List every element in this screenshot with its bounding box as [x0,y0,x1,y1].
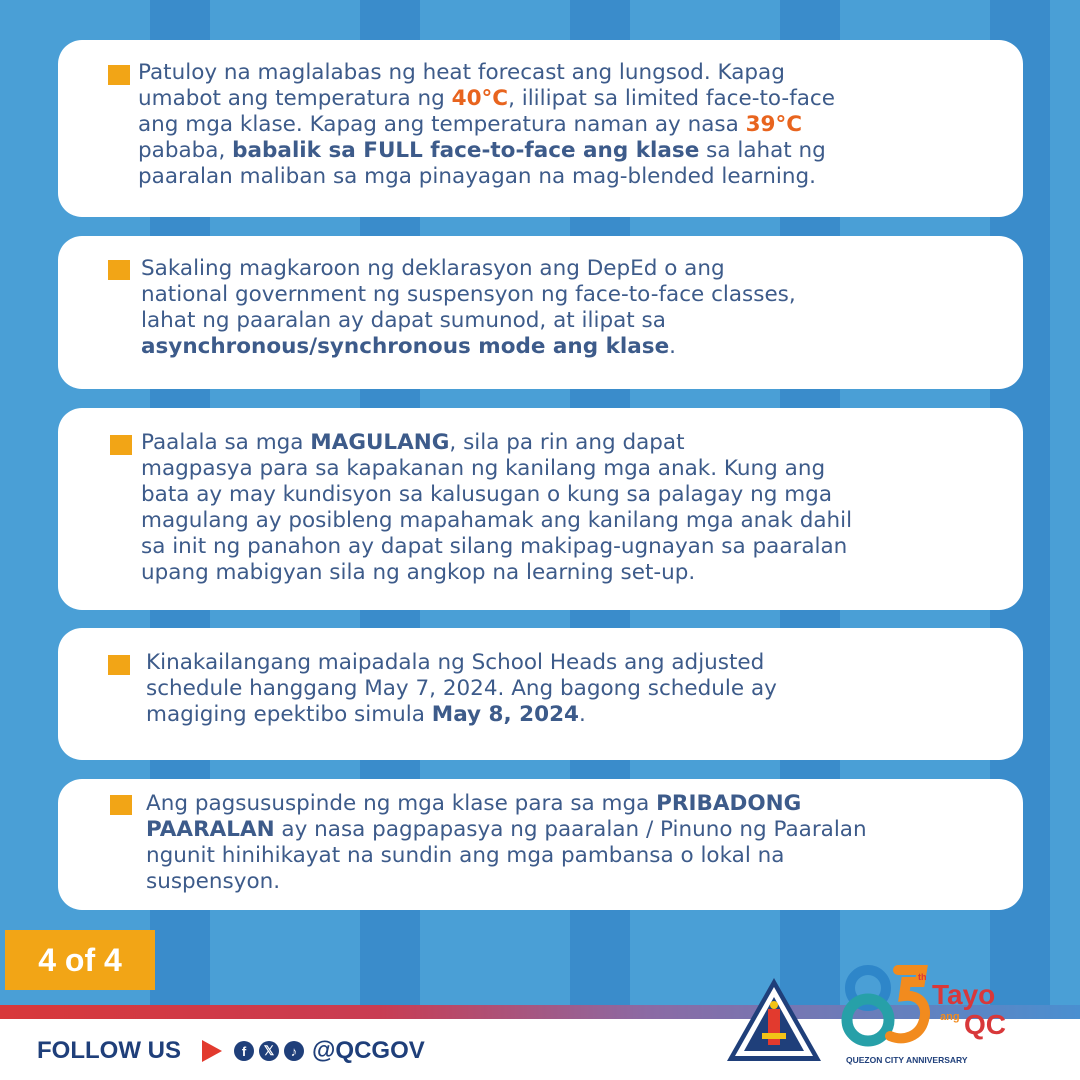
info-card-5 [58,779,1023,910]
bold-text: babalik sa FULL face-to-face ang klase [232,138,700,163]
text-line [138,164,835,190]
text-segment: national government ng suspensyon ng face-to-face classes, [141,282,796,307]
text-line [141,334,796,360]
text-segment: Ang pagsususpinde ng mga klase para sa mga [146,791,657,816]
text-segment: upang mabigyan sila ng angkop na learning set-up. [141,560,696,585]
text-line [138,138,835,164]
bullet-marker [108,260,130,280]
text-segment: pababa, [138,138,233,163]
text-segment: ay nasa pagpapasya ng paaralan / Pinuno ng Paaralan [274,817,867,842]
text-line [141,430,852,456]
page-indicator: 4 of 4 [5,930,155,990]
anniv-caption: QUEZON CITY ANNIVERSARY [846,1055,968,1065]
anniv-ordinal: th [918,972,927,982]
card-4-text [146,650,777,728]
quezon-city-seal-logo [724,975,824,1065]
info-card-3 [58,408,1023,610]
text-segment: , ililipat sa limited face-to-face [508,86,835,111]
text-line [146,650,777,676]
text-segment: umabot ang temperatura ng [138,86,452,111]
anniversary-logo [840,960,1020,1070]
text-segment: bata ay may kundisyon sa kalusugan o kung sa palagay ng mga [141,482,832,507]
bullet-marker [108,65,130,85]
text-segment: . [579,702,586,727]
text-segment: magiging epektibo simula [146,702,432,727]
text-line [146,676,777,702]
text-line [146,702,777,728]
bullet-marker [110,435,132,455]
text-line [141,456,852,482]
text-line [146,869,867,895]
bold-text: PAARALAN [146,817,275,842]
text-line [141,508,852,534]
social-handle[interactable]: @QCGOV [312,1037,425,1064]
text-line [141,308,796,334]
bullet-marker [110,795,132,815]
temperature-highlight: 40°C [451,86,509,111]
text-segment: ngunit hinihikayat na sundin ang mga pambansa o lokal na [146,843,785,868]
bullet-marker [108,655,130,675]
bold-text: May 8, 2024 [431,702,579,727]
bold-text: PRIBADONG [656,791,802,816]
text-segment: magulang ay posibleng mapahamak ang kanilang mga anak dahil [141,508,853,533]
anniv-tagline-1: Tayo [932,979,996,1010]
text-segment: Sakaling magkaroon ng deklarasyon ang DepEd o ang [141,256,725,281]
text-line [138,86,835,112]
text-segment: suspensyon. [146,869,281,894]
text-segment: . [669,334,677,359]
text-line [141,256,796,282]
text-line [138,112,835,138]
text-segment: sa lahat ng [699,138,826,163]
card-3-text [141,430,852,586]
text-line [141,534,852,560]
text-line [141,560,852,586]
play-arrow-icon [202,1040,222,1062]
info-card-1 [58,40,1023,217]
card-5-text [146,791,867,895]
text-line [146,817,867,843]
text-segment: lahat ng paaralan ay dapat sumunod, at ilipat sa [141,308,666,333]
text-segment: , sila pa rin ang dapat [449,430,685,455]
tiktok-icon[interactable]: ♪ [284,1041,304,1061]
info-card-2 [58,236,1023,389]
text-segment: Kinakailangang maipadala ng School Heads ang adjusted [146,650,765,675]
info-card-4 [58,628,1023,760]
text-segment: magpasya para sa kapakanan ng kanilang mga anak. Kung ang [141,456,826,481]
bold-text: asynchronous/synchronous mode ang klase [141,334,670,359]
text-line [146,791,867,817]
anniv-tagline-2: QC [964,1009,1006,1040]
text-segment: Paalala sa mga [141,430,311,455]
temperature-highlight: 39°C [745,112,803,137]
text-line [141,282,796,308]
anniv-tagline-ang: ang [940,1011,960,1023]
text-line [141,482,852,508]
card-2-text [141,256,796,360]
text-segment: ang mga klase. Kapag ang temperatura naman ay nasa [138,112,746,137]
bold-text: MAGULANG [310,430,450,455]
text-segment: paaralan maliban sa mga pinayagan na mag-blended learning. [138,164,816,189]
text-segment: schedule hanggang May 7, 2024. Ang bagong schedule ay [146,676,777,701]
text-line [146,843,867,869]
card-1-text [138,60,835,190]
follow-us-label: FOLLOW US [37,1037,181,1064]
x-icon[interactable]: 𝕏 [259,1041,279,1061]
text-segment: sa init ng panahon ay dapat silang makipag-ugnayan sa paaralan [141,534,848,559]
facebook-icon[interactable]: f [234,1041,254,1061]
text-segment: Patuloy na maglalabas ng heat forecast ang lungsod. Kapag [138,60,785,85]
text-line [138,60,835,86]
